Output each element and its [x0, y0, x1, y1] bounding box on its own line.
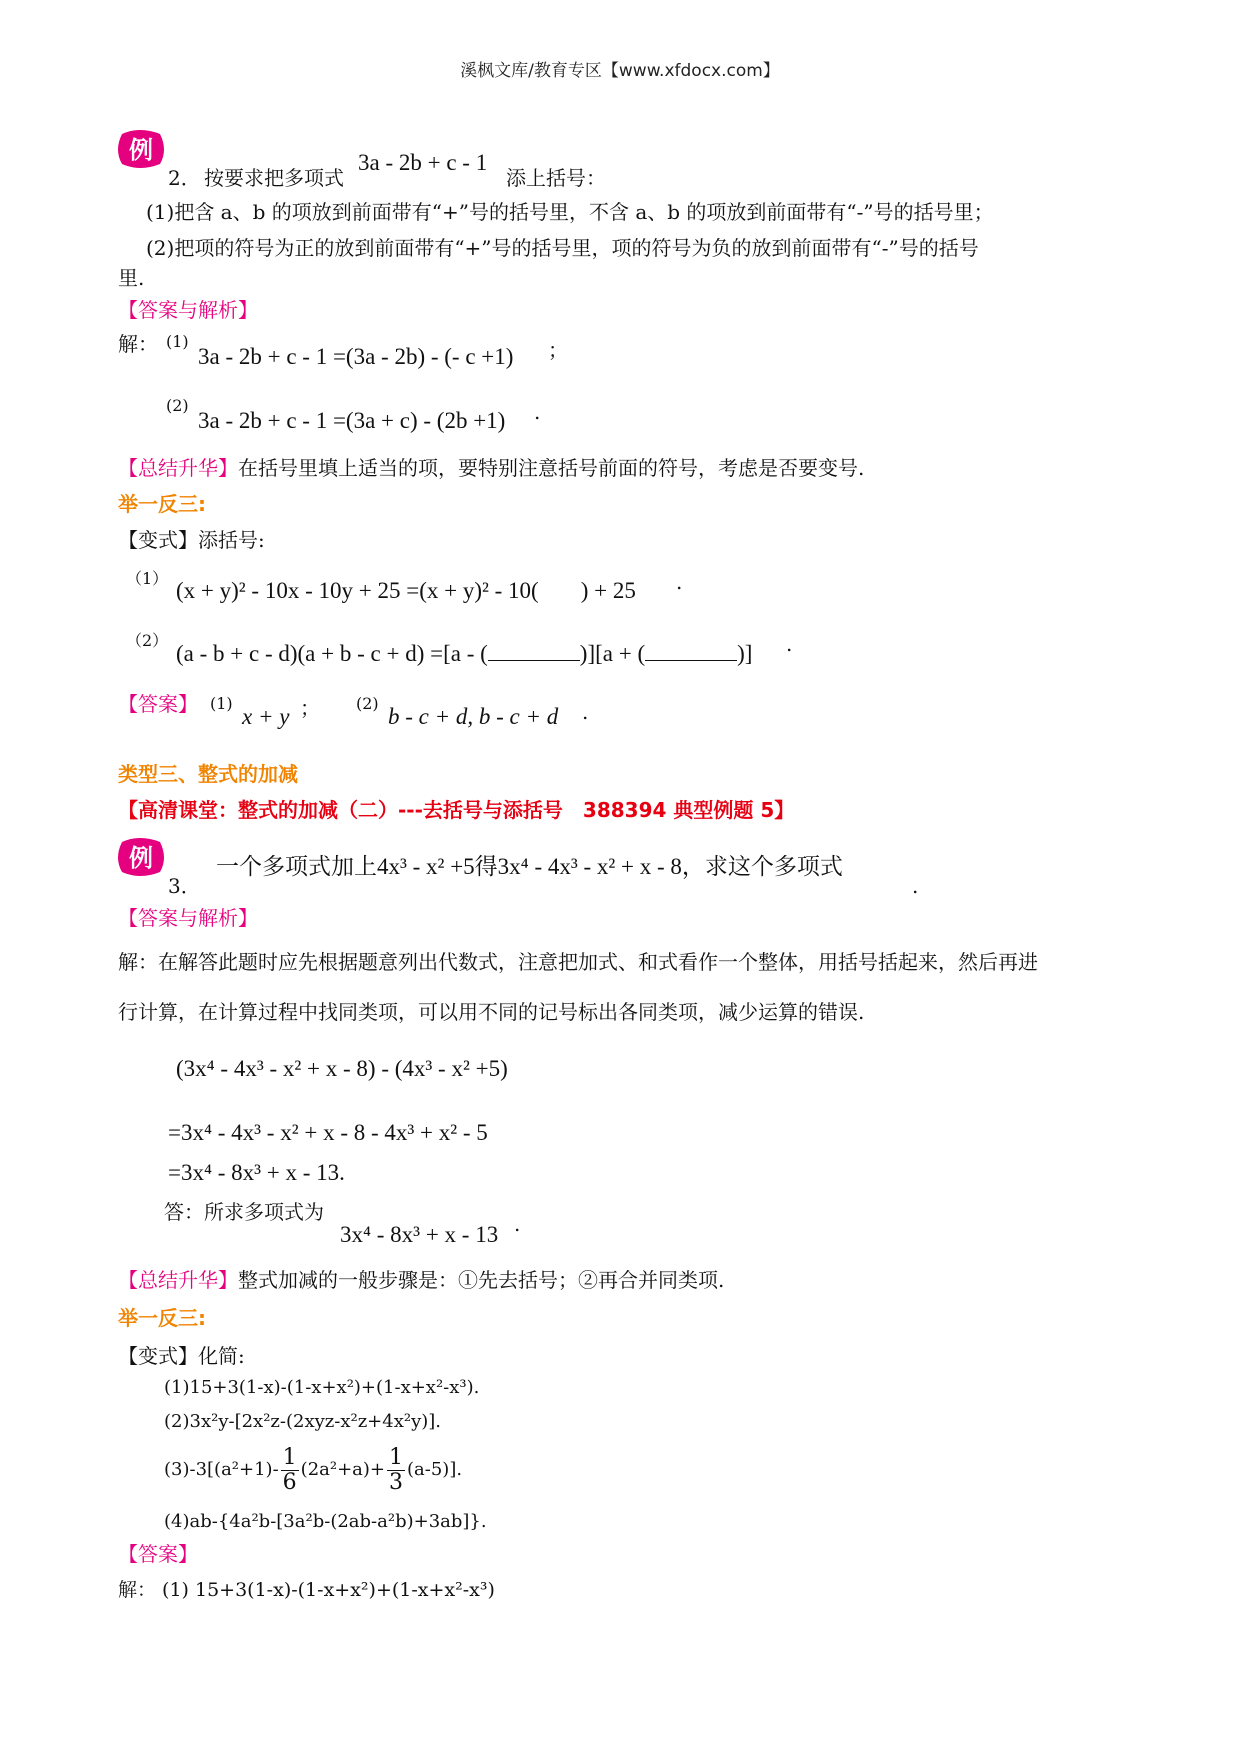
example-2-number: 2． [168, 166, 201, 190]
variant-equation-1b: ) + 25 [580, 578, 636, 603]
solution-equation-2: 3a - 2b + c - 1 =(3a + c) - (2b +1) [198, 408, 506, 433]
variant-answer-number-2: (2) [356, 694, 379, 713]
solution-punct-1: ； [548, 338, 568, 362]
variant-punct-2: . [786, 632, 793, 656]
example-2-text-a: 按要求把多项式 [204, 166, 344, 190]
solution-line-1: 解：在解答此题时应先根据题意列出代数式，注意把加式、和式看作一个整体，用括号括起来，然后再进 [118, 950, 1038, 974]
badge-char: 例 [129, 844, 153, 872]
solution-punct-2: . [534, 400, 541, 424]
practice-title: 举一反三: [118, 492, 206, 516]
answer-solution: 解： (1) 15+3(1-x)-(1-x+x²)+(1-x+x²-x³) [118, 1579, 495, 1601]
simplify-item-2: (2)3x²y-[2x²z-(2xyz-x²z+4x²y)]. [164, 1411, 442, 1432]
summary-text: 整式加减的一般步骤是：①先去括号；②再合并同类项. [238, 1268, 725, 1292]
variant-equation-2c: )] [737, 641, 753, 666]
variant-equation-1a: (x + y)² - 10x - 10y + 25 =(x + y)² - 10( [176, 578, 539, 603]
solution-number-2: (2) [166, 396, 189, 415]
example-3-number: 3． [168, 874, 201, 898]
simplify-item-1: (1)15+3(1-x)-(1-x+x²)+(1-x+x²-x³). [164, 1377, 480, 1398]
variant-answer-title: 【答案】 [118, 692, 198, 716]
variant-equation-2b: )][a + ( [579, 641, 646, 666]
solution-line-2: 行计算，在计算过程中找同类项，可以用不同的记号标出各同类项，减少运算的错误. [118, 1000, 865, 1024]
fraction-one-third: $\frac{1}{3}$ [389, 1444, 404, 1495]
final-answer: 3x⁴ - 8x³ + x - 13 [340, 1222, 499, 1247]
example-3-question: 一个多项式加上4x³ - x² +5得3x⁴ - 4x³ - x² + x - 8，求这个多项式 [216, 854, 843, 879]
example-badge-icon [116, 836, 166, 884]
simplify-item-3c: (a-5)]. [407, 1459, 463, 1480]
example-3-end: . [912, 874, 919, 898]
variant-answer-end: . [582, 700, 589, 724]
page-header: 溪枫文库/教育专区【www.xfdocx.com】 [460, 61, 780, 81]
summary-title: 【总结升华】 [118, 1268, 238, 1292]
variant-equation-2a: (a - b + c - d)(a + b - c + d) =[a - ( [176, 641, 488, 666]
simplify-item-4: (4)ab-{4a²b-[3a²b-(2ab-a²b)+3ab]}. [164, 1511, 487, 1532]
variant-answer-1: x + y [242, 704, 290, 729]
example-2-formula: 3a - 2b + c - 1 [358, 150, 488, 175]
solution-equation-1: 3a - 2b + c - 1 =(3a - 2b) - (- c +1) [198, 344, 514, 369]
fraction-one-sixth: $\frac{1}{6}$ [282, 1444, 297, 1495]
lesson-link[interactable]: 【高清课堂：整式的加减（二）---去括号与添括号 388394 典型例题 5】 [118, 798, 795, 822]
summary-text: 在括号里填上适当的项，要特别注意括号前面的符号，考虑是否要变号. [238, 456, 865, 480]
variant-answer-2: b - c + d, b - c + d [388, 704, 559, 729]
solution-step-2: =3x⁴ - 4x³ - x² + x - 8 - 4x³ + x² - 5 [168, 1120, 488, 1145]
solution-step-1: (3x⁴ - 4x³ - x² + x - 8) - (4x³ - x² +5) [176, 1056, 508, 1081]
summary-title: 【总结升华】 [118, 456, 238, 480]
variant-label: 【变式】化简: [118, 1344, 245, 1368]
example-2-text-b: 添上括号： [506, 166, 606, 190]
section-title: 类型三、整式的加减 [118, 762, 298, 786]
simplify-item-3b: (2a²+a)+ [300, 1459, 386, 1480]
practice-title: 举一反三: [118, 1306, 206, 1330]
variant-blank-2b [645, 638, 737, 661]
solution-number-1: (1) [166, 332, 189, 351]
variant-number-1: （1） [126, 569, 169, 588]
badge-char: 例 [129, 136, 153, 164]
variant-answer-sep: ； [300, 696, 320, 720]
example-2-requirement-1: (1)把含 a、b 的项放到前面带有“+”号的括号里，不含 a、b 的项放到前面带有“-”号的括号里； [146, 200, 994, 224]
variant-label: 【变式】添括号: [118, 528, 265, 552]
simplify-item-3a: (3)-3[(a²+1)- [164, 1459, 279, 1480]
final-answer-end: . [514, 1212, 521, 1236]
example-badge-icon [116, 128, 166, 176]
answer-title: 【答案与解析】 [118, 906, 258, 930]
variant-blank-2a [488, 638, 580, 661]
answer-title: 【答案】 [118, 1542, 198, 1566]
example-2-requirement-2a: (2)把项的符号为正的放到前面带有“+”号的括号里，项的符号为负的放到前面带有“-”号的括号 [146, 236, 979, 260]
final-answer-label: 答：所求多项式为 [164, 1200, 324, 1224]
variant-answer-number-1: (1) [210, 694, 233, 713]
answer-title: 【答案与解析】 [118, 298, 258, 322]
variant-punct-1: . [676, 570, 683, 594]
solution-step-3: =3x⁴ - 8x³ + x - 13. [168, 1160, 345, 1185]
solution-label: 解： [118, 332, 158, 356]
example-2-requirement-2b: 里. [118, 266, 145, 290]
variant-number-2: （2） [126, 631, 169, 650]
